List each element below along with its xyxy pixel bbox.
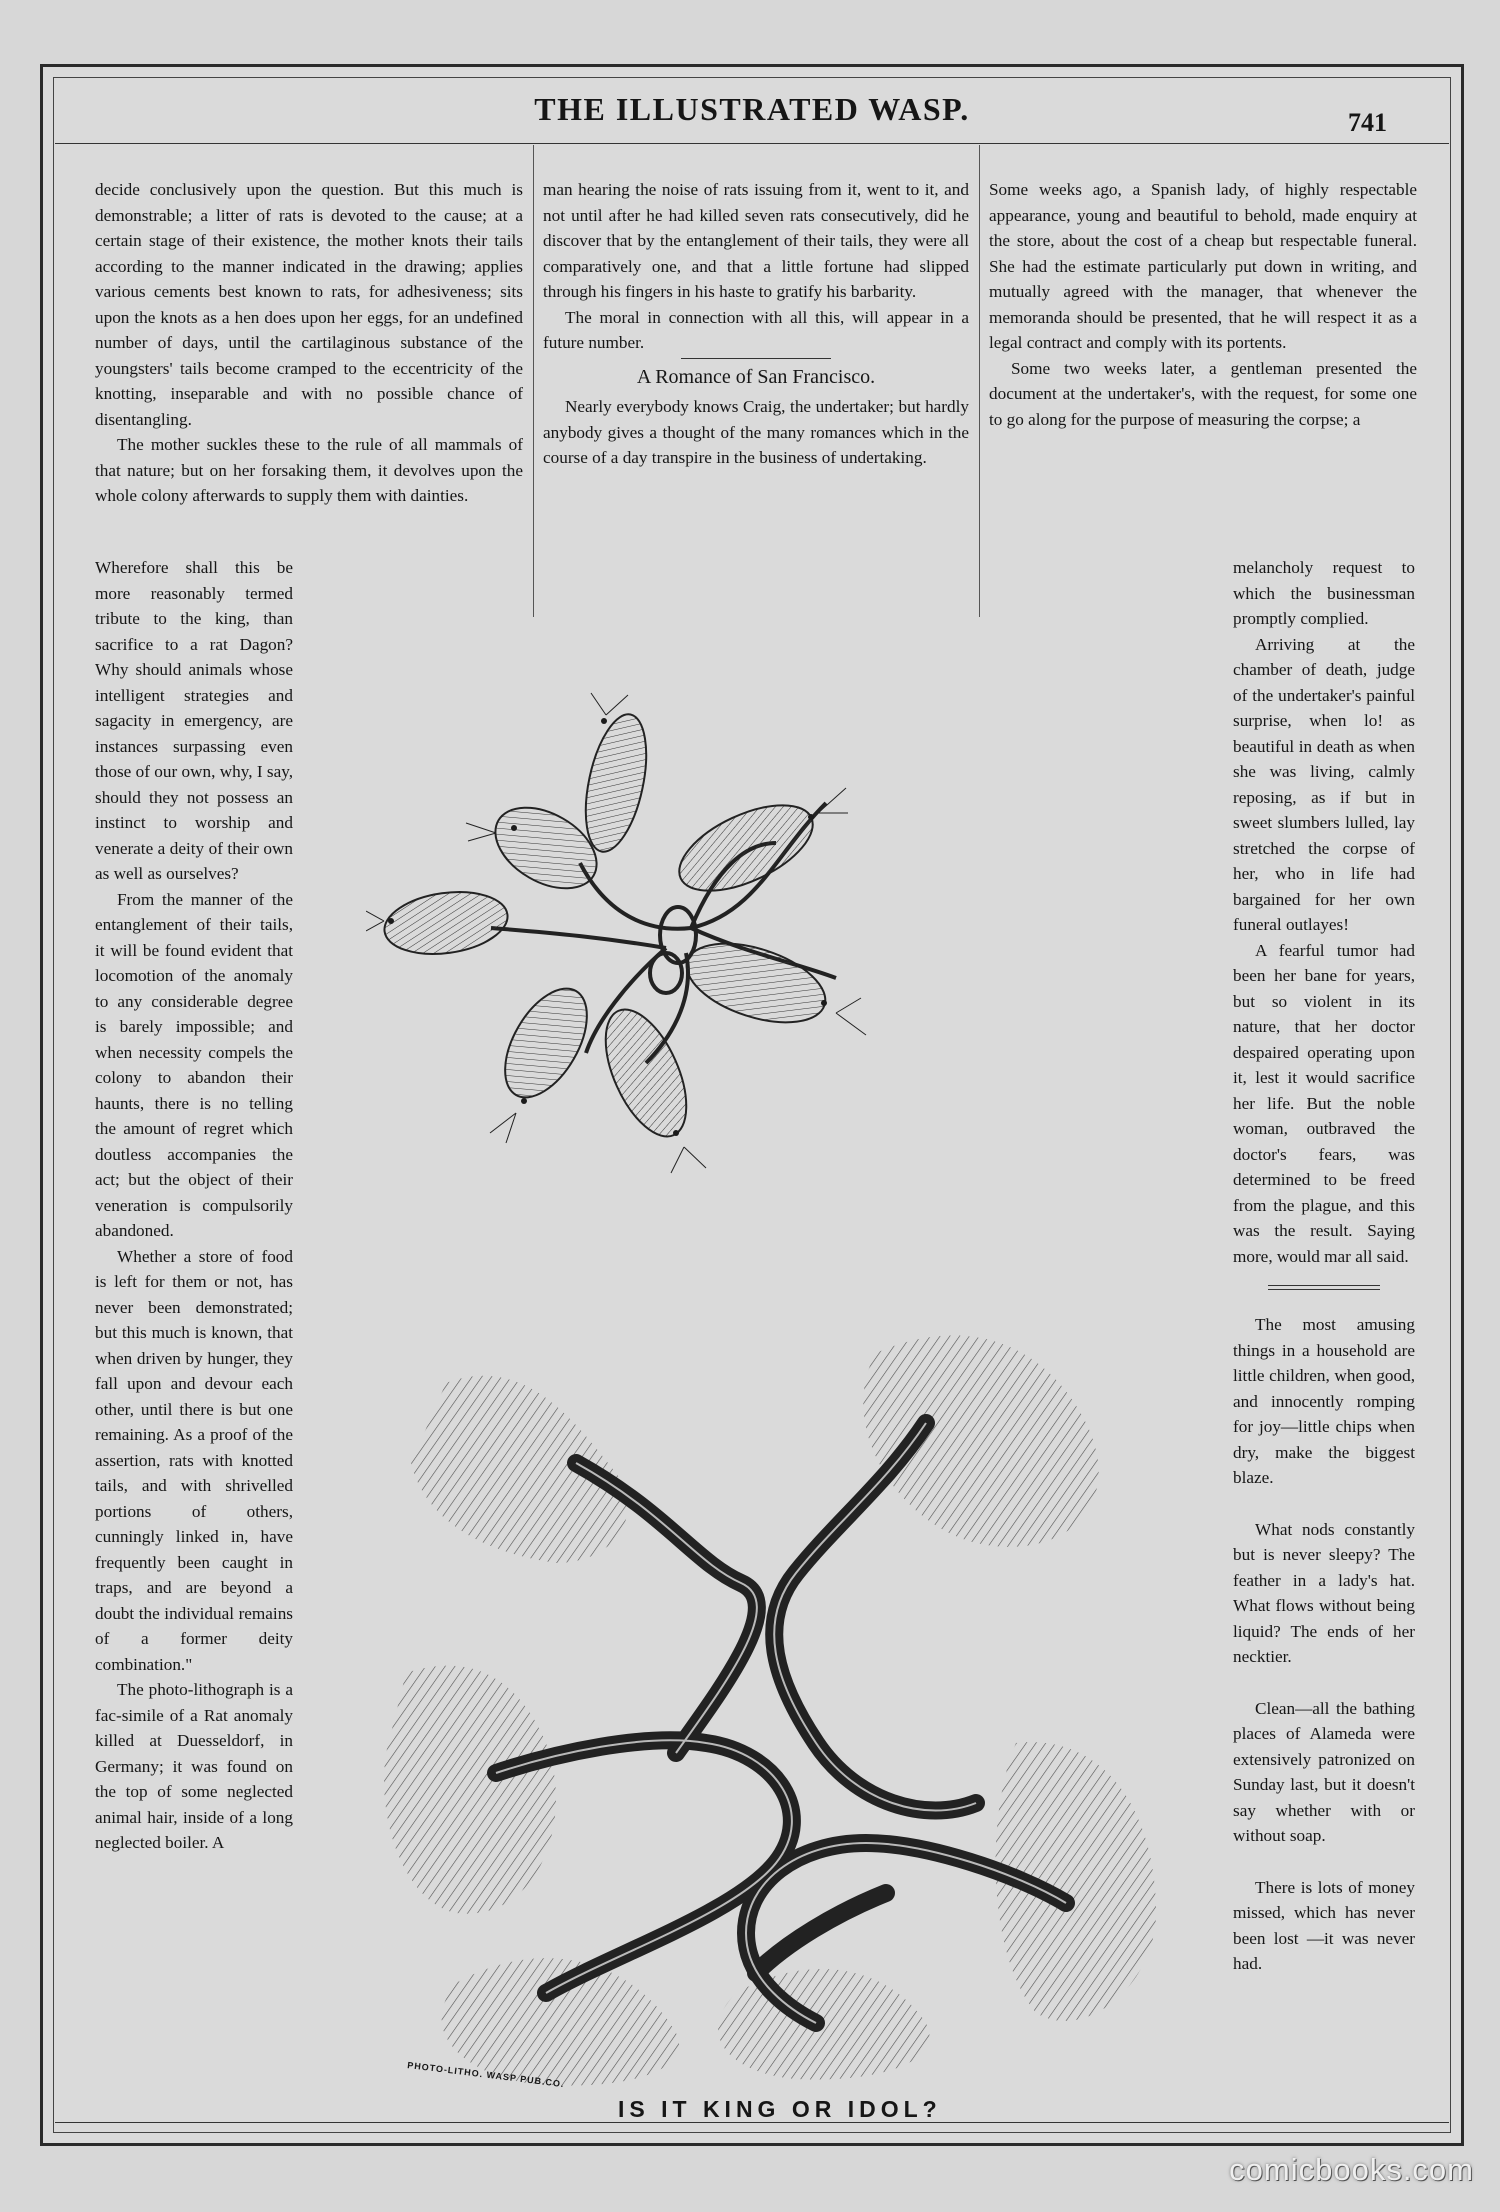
masthead: THE ILLUSTRATED WASP. bbox=[534, 91, 970, 127]
right-lower-paragraph-5: What nods constantly but is never sleepy? The feather in a lady's hat. What flows without being liquid? The ends of her necktier. bbox=[1233, 1519, 1415, 1666]
middle-paragraph-2: The moral in connection with all this, will appear in a future number. bbox=[543, 307, 969, 352]
watermark: comicbooks.com bbox=[1229, 2152, 1474, 2187]
left-paragraph-1: decide conclusively upon the question. But this much is demonstrable; a litter of rats is devoted to the cause; at a certain stage of their existence, the mother knots their tails according to the manner indicated in the drawing; applies various cements best known to rats, for adhesiveness; sits upon the knots as a hen does upon her eggs, for an undefined number of days, until the cartilaginous substance of the youngsters' tails become cramped to the eccentricity of the knotting, inseparable and with no possible chance of disentangling. bbox=[95, 180, 523, 429]
newspaper-page bbox=[40, 64, 1464, 2146]
right-lower-paragraph-2: Arriving at the chamber of death, judge of the undertaker's painful surprise, when lo! as beautiful in death as when she was living, calmly reposing, as if but in sweet slumbers lulled, lay stretched the corpse of her, who in life had bargained for her own funeral outlayes! bbox=[1233, 634, 1415, 934]
rat-king-illustration bbox=[366, 663, 1232, 2121]
right-column-top bbox=[989, 177, 1417, 432]
page-number: 741 bbox=[1348, 108, 1387, 137]
section-rule bbox=[681, 358, 831, 359]
middle-column-top bbox=[543, 177, 969, 471]
left-column-lower bbox=[95, 555, 293, 1856]
column-separator-1 bbox=[533, 145, 534, 617]
left-paragraph-2: The mother suckles these to the rule of all mammals of that nature; but on her forsaking them, it devolves upon the whole colony afterwards to supply them with dainties. bbox=[95, 435, 523, 505]
divider-upper bbox=[1268, 1285, 1380, 1286]
left-lower-paragraph-4: The photo-lithograph is a fac-simile of a Rat anomaly killed at Duesseldorf, in Germany; it was found on the top of some neglected animal hair, inside of a long neglected boiler. A bbox=[95, 1680, 293, 1852]
right-lower-paragraph-7: There is lots of money missed, which has never been lost —it was never had. bbox=[1233, 1877, 1415, 1973]
header-rule bbox=[55, 143, 1449, 144]
illustration-credit: PHOTO-LITHO. WASP PUB.CO. bbox=[406, 2060, 566, 2090]
right-lower-paragraph-3: A fearful tumor had been her bane for years, but so violent in its nature, that her doctor despaired operating upon it, lest it would sacrifice her life. But the noble woman, outbraved the doctor's fears, was determined to be freed from the plague, and this was the result. Saying more, would mar all said. bbox=[1233, 940, 1415, 1266]
right-lower-paragraph-6: Clean—all the bathing places of Alameda were extensively patronized on Sunday last, but it doesn't say whether with or without soap. bbox=[1233, 1698, 1415, 1845]
left-lower-paragraph-3: Whether a store of food is left for them or not, has never been demonstrated; but this much is known, that when driven by hunger, they fall upon and devour each other, until there is but one remaining. As a proof of the assertion, rats with knotted tails, and with shrivelled portions of others, cunningly linked in, have frequently been caught in traps, and are beyond a doubt the individual remains of a former deity combination." bbox=[95, 1246, 293, 1674]
middle-paragraph-3: Nearly everybody knows Craig, the undertaker; but hardly anybody gives a thought of the many romances which in the course of a day transpire in the business of undertaking. bbox=[543, 397, 969, 467]
right-paragraph-1: Some weeks ago, a Spanish lady, of highly respectable appearance, young and beautiful to behold, made enquiry at the store, about the cost of a cheap but respectable funeral. She had the estimate particularly put down in writing, and mutually agreed with the manager, that whenever the memoranda should be presented, that he will respect it as a legal contract and comply with its portents. bbox=[989, 180, 1417, 352]
right-column-lower bbox=[1233, 555, 1415, 1977]
divider-lower bbox=[1268, 1289, 1380, 1290]
left-column-top bbox=[95, 177, 523, 509]
left-lower-paragraph-2: From the manner of the entanglement of their tails, it will be found evident that locomotion of the anomaly to any considerable degree is barely impossible; and when necessity compels the colony to abandon their haunts, there is no telling the amount of regret which doutless accompanies the act; but the object of their veneration is compulsorily abandoned. bbox=[95, 889, 293, 1240]
middle-paragraph-1: man hearing the noise of rats issuing from it, went to it, and not until after he had killed seven rats consecutively, did he discover that by the entanglement of their tails, they were all comparatively one, and that a little fortune had slipped through his fingers in his haste to gratify his barbarity. bbox=[543, 180, 969, 301]
illustration-caption: IS IT KING OR IDOL? bbox=[618, 2096, 942, 2122]
right-lower-paragraph-4: The most amusing things in a household are little children, when good, and innocently romping for joy—little chips when dry, make the biggest blaze. bbox=[1233, 1315, 1415, 1487]
right-lower-paragraph-1: melancholy request to which the businessman promptly complied. bbox=[1233, 558, 1415, 628]
column-separator-2 bbox=[979, 145, 980, 617]
section-heading: A Romance of San Francisco. bbox=[636, 365, 876, 388]
left-lower-paragraph-1: Wherefore shall this be more reasonably termed tribute to the king, than sacrifice to a rat Dagon? Why should animals whose intelligent strategies and sagacity in emergency, are instances surpassing even those of our own, why, I say, should they not possess an instinct to worship and venerate a deity of their own as well as ourselves? bbox=[95, 558, 293, 883]
right-paragraph-2: Some two weeks later, a gentleman presented the document at the undertaker's, with the request, for some one to go along for the purpose of measuring the corpse; a bbox=[989, 358, 1417, 429]
